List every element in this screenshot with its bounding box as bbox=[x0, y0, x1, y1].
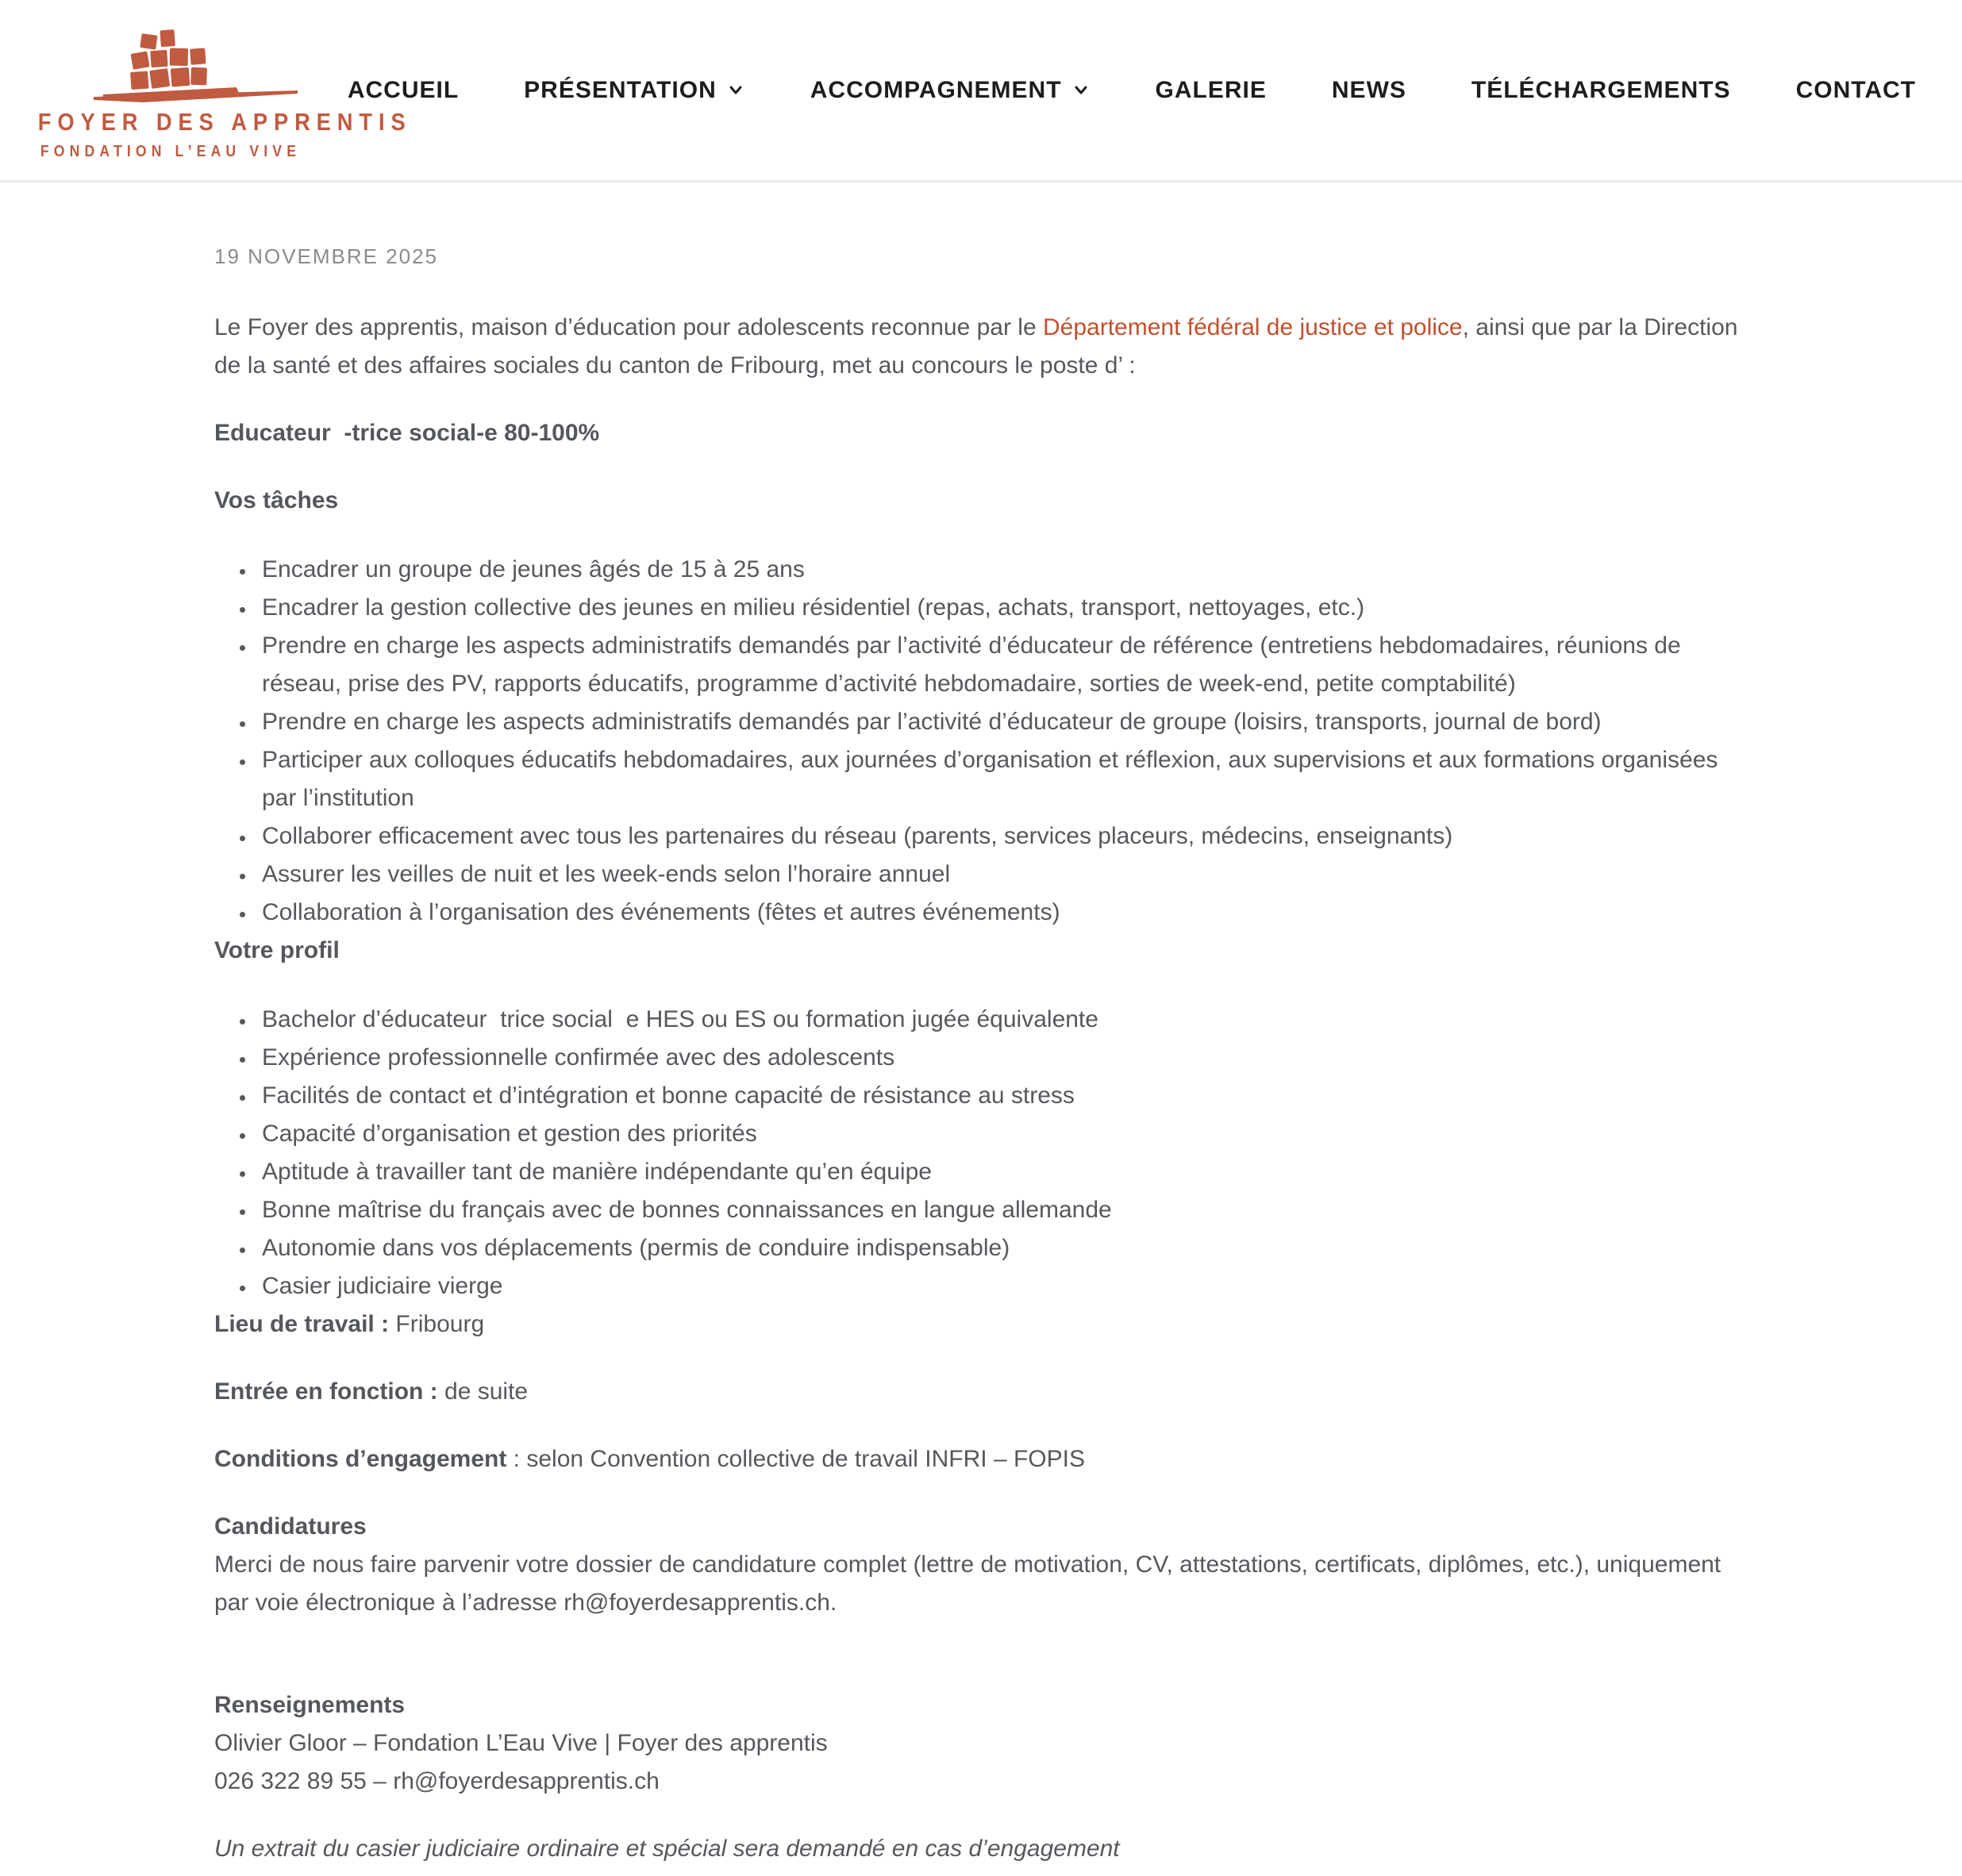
job-title: Educateur -trice social-e 80-100% bbox=[214, 420, 600, 446]
task-item: • Prendre en charge les aspects administratifs demandés par l’activité d’éducateur de groupe (loisirs, transports, journal de bord) bbox=[256, 703, 1754, 741]
task-item: • Encadrer la gestion collective des jeunes en milieu résidentiel (repas, achats, transport, nettoyages, etc.) bbox=[256, 589, 1754, 627]
profile-item: • Autonomie dans vos déplacements (permis de conduire indispensable) bbox=[256, 1229, 1754, 1267]
nav-label: CONTACT bbox=[1795, 76, 1916, 103]
nav-item-news[interactable] bbox=[1332, 77, 1406, 104]
task-item: • Encadrer un groupe de jeunes âgés de 15 à 25 ans bbox=[256, 551, 1754, 589]
logo-subtitle: FONDATION L’EAU VIVE bbox=[40, 143, 302, 160]
nav-label: NEWS bbox=[1331, 76, 1406, 103]
nav-item-telechargements[interactable] bbox=[1472, 77, 1731, 104]
tasks-list bbox=[214, 551, 1754, 932]
contact-block: Renseignements Olivier Gloor – Fondation L’Eau Vive | Foyer des apprentis 026 322 89 55 – rh@foyerdesapprentis.ch bbox=[214, 1692, 828, 1794]
chevron-down-icon bbox=[1071, 79, 1091, 106]
intro-text-after: , ainsi que par la Direction de la santé et des affaires sociales du canton de Fribourg, met au concours le poste d’ : bbox=[214, 314, 1738, 379]
profile-item: • Casier judiciaire vierge bbox=[256, 1267, 1754, 1305]
criminal-record-note: Un extrait du casier judiciaire ordinaire et spécial sera demandé en cas d’engagement bbox=[214, 1836, 1120, 1862]
nav-label: GALERIE bbox=[1155, 76, 1267, 103]
profile-list bbox=[214, 1001, 1754, 1305]
nav-item-presentation[interactable] bbox=[524, 75, 745, 106]
intro-text-before: Le Foyer des apprentis, maison d’éducation pour adolescents reconnue par le bbox=[214, 314, 1043, 340]
main-nav bbox=[348, 75, 1916, 106]
nav-label: PRÉSENTATION bbox=[524, 76, 717, 103]
profile-item: • Facilités de contact et d’intégration et bonne capacité de résistance au stress bbox=[256, 1077, 1754, 1115]
nav-label: ACCOMPAGNEMENT bbox=[810, 76, 1062, 103]
profile-item: • Aptitude à travailler tant de manière indépendante qu’en équipe bbox=[256, 1153, 1754, 1191]
nav-item-contact[interactable] bbox=[1796, 77, 1916, 104]
chevron-down-icon bbox=[726, 79, 745, 106]
spacer bbox=[214, 1622, 1754, 1657]
nav-item-accueil[interactable] bbox=[348, 77, 459, 104]
task-item: • Participer aux colloques éducatifs hebdomadaires, aux journées d’organisation et réflexion, aux supervisions et aux formations organisées par l’institution bbox=[256, 741, 1754, 817]
profile-item: • Capacité d’organisation et gestion des priorités bbox=[256, 1115, 1754, 1153]
task-item: • Collaboration à l’organisation des événements (fêtes et autres événements) bbox=[256, 894, 1754, 932]
intro-paragraph bbox=[214, 309, 1754, 385]
dfjp-link[interactable]: Département fédéral de justice et police bbox=[1042, 314, 1463, 340]
task-item: • Assurer les veilles de nuit et les week-ends selon l’horaire annuel bbox=[256, 855, 1754, 894]
article-content bbox=[0, 183, 1962, 1876]
post-date: 19 NOVEMBRE 2025 bbox=[214, 244, 439, 268]
nav-item-accompagnement[interactable] bbox=[810, 75, 1091, 106]
tasks-heading: Vos tâches bbox=[214, 487, 339, 513]
profile-item: • Bachelor d’éducateur trice social e HES ou ES ou formation jugée équivalente bbox=[256, 1001, 1754, 1039]
nav-label: TÉLÉCHARGEMENTS bbox=[1471, 76, 1731, 103]
profile-item: • Bonne maîtrise du français avec de bonnes connaissances en langue allemande bbox=[256, 1191, 1754, 1229]
start-date: Entrée en fonction : de suite bbox=[214, 1378, 529, 1405]
task-item: • Prendre en charge les aspects administratifs demandés par l’activité d’éducateur de référence (entretiens hebdomadaires, réunions de réseau, prise des PV, rapports éducatifs, programme d’activité hebdomadaire, sorties de week-end, petite comptabilité) bbox=[256, 627, 1754, 703]
nav-item-galerie[interactable] bbox=[1156, 77, 1267, 104]
task-item: • Collaborer efficacement avec tous les partenaires du réseau (parents, services placeurs, médecins, enseignants) bbox=[256, 817, 1754, 855]
logo-title: FOYER DES APPRENTIS bbox=[37, 108, 412, 136]
site-header bbox=[0, 0, 1962, 183]
applications-block: Candidatures Merci de nous faire parvenir votre dossier de candidature complet (lettre de motivation, CV, attestations, certificats, diplômes, etc.), uniquement par voie électronique à l’adresse rh@foyerdesapprentis.ch. bbox=[214, 1513, 1722, 1616]
profile-heading: Votre profil bbox=[214, 937, 340, 963]
engagement-conditions: Conditions d’engagement : selon Convention collective de travail INFRI – FOPIS bbox=[214, 1446, 1085, 1472]
nav-label: ACCUEIL bbox=[347, 76, 460, 103]
work-location: Lieu de travail : Fribourg bbox=[214, 1311, 485, 1337]
logo-blocks-icon bbox=[24, 27, 317, 106]
profile-item: • Expérience professionnelle confirmée avec des adolescents bbox=[256, 1039, 1754, 1077]
